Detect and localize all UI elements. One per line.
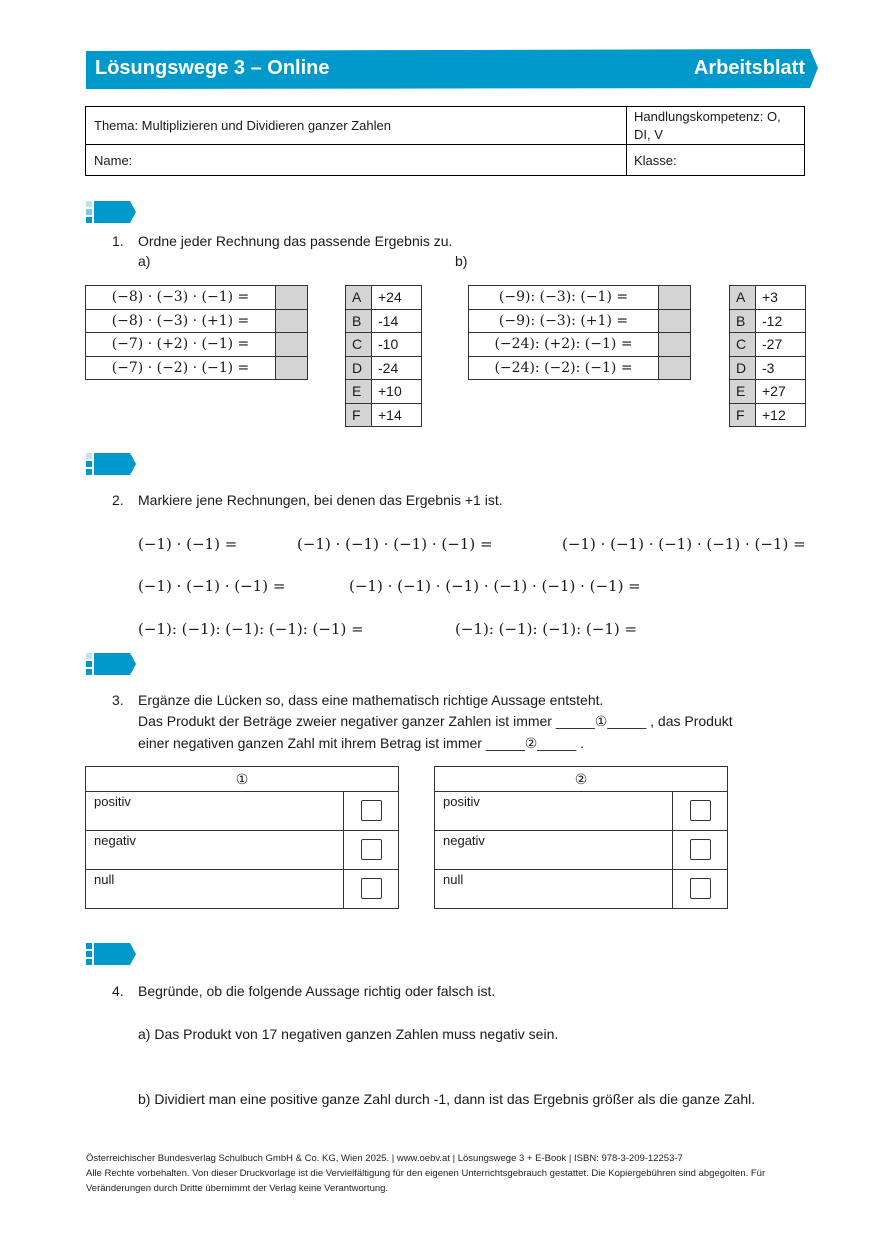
task4-statement-a: a) Das Produkt von 17 negativen ganzen Zahlen muss negativ sein. [138,1026,559,1042]
task4-text: Begründe, ob die folgende Aussage richtig oder falsch ist. [138,983,496,999]
header-title: Lösungswege 3 – Online [95,57,330,79]
task4-number: 4. [112,983,124,999]
answer-box[interactable] [276,356,308,380]
choice-table-1 [85,766,399,909]
competence-label: Handlungskompetenz: O, DI, V [634,109,781,142]
expression: (−24): (−2): (−1) = [469,356,659,380]
choice-option: null [435,870,727,909]
expression: (−8) · (−3) · (−1) = [86,286,276,310]
task-marker-icon [86,653,136,675]
task2-text: Markiere jene Rechnungen, bei denen das Ergebnis +1 ist. [138,492,503,508]
task1b-answer-table: A +3 B -12 C -27 D -3 E +27 F +12 [729,285,806,427]
choice-option: positiv [86,792,398,831]
choice-table-2 [434,766,728,909]
task1-number: 1. [112,233,124,249]
footer-line: Österreichischer Bundesverlag Schulbuch GmbH & Co. KG, Wien 2025. | www.oebv.at | Lösungswege 3 + E-Book | ISBN: 978-3-209-12253-7 [86,1153,683,1164]
task2-expression[interactable]: (−1) · (−1) · (−1) · (−1) · (−1) = [562,535,806,553]
name-field[interactable]: Name: [94,153,133,168]
task-marker-icon [86,943,136,965]
answer-box[interactable] [276,286,308,310]
checkbox[interactable] [361,839,382,860]
class-field[interactable]: Klasse: [634,153,677,168]
checkbox[interactable] [361,878,382,899]
choice-option: null [86,870,398,909]
task2-expression[interactable]: (−1): (−1): (−1): (−1): (−1) = [138,620,364,638]
expression: (−7) · (+2) · (−1) = [86,333,276,357]
expression: (−24): (+2): (−1) = [469,333,659,357]
task1-part-a: a) [138,253,151,269]
task3-line1: Ergänze die Lücken so, dass eine mathematisch richtige Aussage entsteht. [138,692,604,708]
task1-text: Ordne jeder Rechnung das passende Ergebnis zu. [138,233,453,249]
task4-statement-b: b) Dividiert man eine positive ganze Zahl durch -1, dann ist das Ergebnis größer als die ganze Zahl. [138,1091,756,1107]
task2-expression[interactable]: (−1) · (−1) · (−1) · (−1) = [297,535,493,553]
task3-line2: Das Produkt der Beträge zweier negativer ganzer Zahlen ist immer _____①_____ , das Produkt [138,713,733,729]
expression: (−9): (−3): (+1) = [469,309,659,333]
info-table [85,106,805,176]
answer-box[interactable] [659,333,691,357]
task1b-expression-table [468,285,691,380]
checkbox[interactable] [690,839,711,860]
expression: (−7) · (−2) · (−1) = [86,356,276,380]
task-marker-icon [86,453,136,475]
choice-option: negativ [86,831,398,870]
choice-option: negativ [435,831,727,870]
task3-line3: einer negativen ganzen Zahl mit ihrem Betrag ist immer _____②_____ . [138,735,585,751]
expression: (−8) · (−3) · (+1) = [86,309,276,333]
expression: (−9): (−3): (−1) = [469,286,659,310]
footer [86,1151,765,1196]
checkbox[interactable] [361,800,382,821]
footer-line: Alle Rechte vorbehalten. Von dieser Druckvorlage ist die Vervielfältigung für den eigenen Unterrichtsgebrauch gestattet. Die Kopiergebühren sind abgegolten. Für [86,1168,766,1179]
task2-number: 2. [112,492,124,508]
task1a-expression-table [85,285,308,380]
topic-label: Thema: Multiplizieren und Dividieren ganzer Zahlen [94,118,391,133]
task1-part-b: b) [455,253,468,269]
task2-expression[interactable]: (−1) · (−1) = [138,535,238,553]
answer-box[interactable] [659,286,691,310]
task2-expression[interactable]: (−1) · (−1) · (−1) = [138,577,286,595]
choice-header: ② [435,767,727,792]
choice-option: positiv [435,792,727,831]
choice-header: ① [86,767,398,792]
header-doc-type: Arbeitsblatt [693,57,805,79]
checkbox[interactable] [690,800,711,821]
footer-line: Veränderungen durch Dritte übernimmt der Verlag keine Verantwortung. [86,1183,389,1194]
task2-expression[interactable]: (−1): (−1): (−1): (−1) = [455,620,638,638]
task-marker-icon [86,201,136,223]
answer-box[interactable] [276,309,308,333]
task1a-answer-table: A +24 B -14 C -10 D -24 E +10 F +14 [345,285,422,427]
answer-box[interactable] [276,333,308,357]
task2-expression[interactable]: (−1) · (−1) · (−1) · (−1) · (−1) · (−1) = [349,577,641,595]
checkbox[interactable] [690,878,711,899]
answer-box[interactable] [659,309,691,333]
task3-number: 3. [112,692,124,708]
answer-box[interactable] [659,356,691,380]
